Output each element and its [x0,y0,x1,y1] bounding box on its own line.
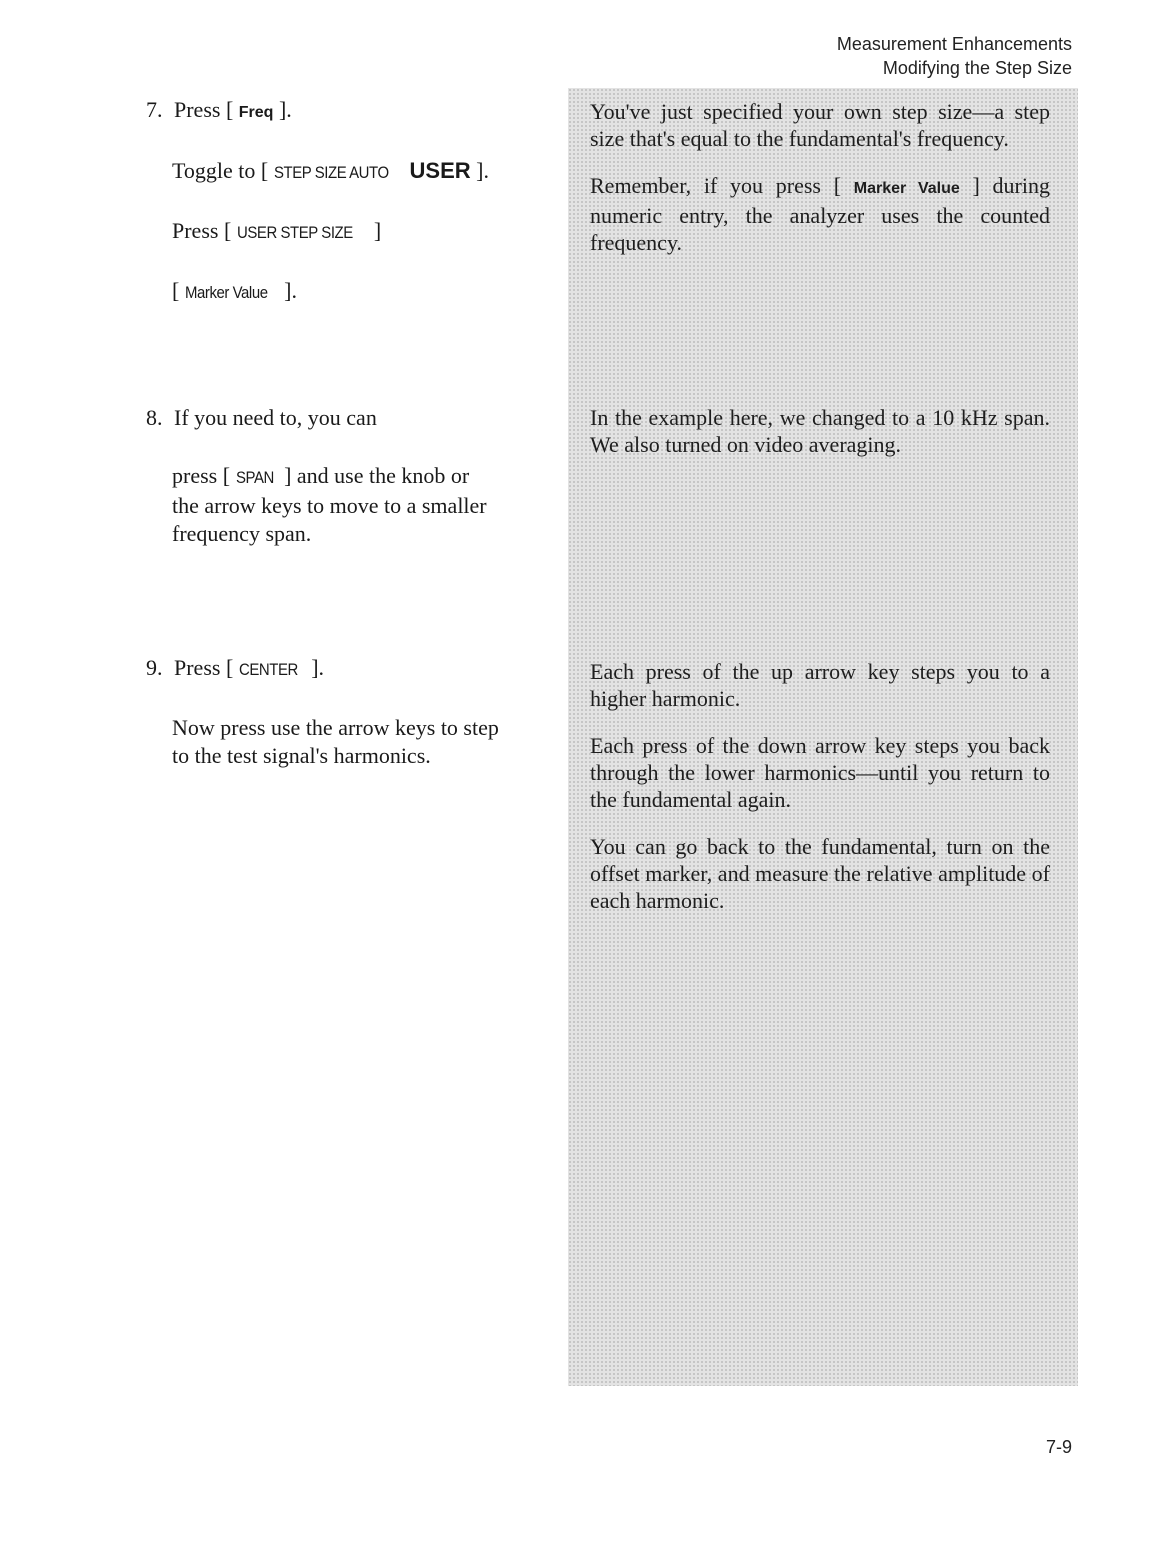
user-step-size-key: USER STEP SIZE [236,223,353,242]
note-paragraph: Each press of the down arrow key steps you back through the lower harmonics—until you return to the fundamental again. [590,733,1050,812]
note-paragraph [590,172,1050,256]
page-number: 7-9 [1045,1437,1072,1457]
section-title: Modifying the Step Size [882,58,1072,78]
note-paragraph: Each press of the up arrow key steps you to a higher harmonic. [590,659,1050,711]
step-text: press [ [172,463,231,488]
span-key: SPAN [235,468,274,487]
step-8-instructions [146,404,546,548]
running-header [837,32,1072,80]
note-paragraph: In the example here, we changed to a 10 kHz span. We also turned on video averaging. [590,405,1050,457]
step-text: Press [ [172,218,232,243]
step-9-instructions [146,654,546,770]
note-text: ] during numeric entry, the analyzer uses the counted frequency. [590,173,1050,255]
note-paragraph: You've just specified your own step size—a step size that's equal to the fundamental's frequency. [590,99,1050,151]
step-7-instructions [146,96,546,307]
step-9-notes [590,658,1050,934]
step-number: 7. [146,97,163,122]
step-text: ]. [278,97,292,122]
step-number: 9. [146,655,163,680]
step-7-notes [590,98,1050,276]
step-text: [ [172,278,180,303]
step-text: ]. [311,655,325,680]
marker-value-key: Marker Value [853,180,960,197]
user-key-bold: USER [409,158,471,183]
chapter-title: Measurement Enhancements [836,34,1072,54]
step-number: 8. [146,405,163,430]
step-text: Toggle to [ [172,158,269,183]
step-text: ] and use the knob or the arrow keys to move to a smaller frequency span. [172,463,487,546]
freq-key: Freq [238,104,274,121]
step-text: ]. [284,278,297,303]
step-text: Press [ [174,655,234,680]
marker-value-key: Marker Value [184,283,268,302]
step-text: If you need to, you can [174,405,377,430]
step-8-notes [590,404,1050,478]
center-key: CENTER [238,660,298,679]
step-text: Press [ [174,97,234,122]
note-text: Remember, if you press [ [590,173,842,198]
step-text: ] [373,218,382,243]
step-text: Now press use the arrow keys to step to the test signal's harmonics. [172,715,499,768]
note-paragraph: You can go back to the fundamental, turn on the offset marker, and measure the relative amplitude of each harmonic. [590,834,1050,913]
step-text: ]. [476,158,489,183]
step-size-auto-key: STEP SIZE AUTO [273,163,389,182]
